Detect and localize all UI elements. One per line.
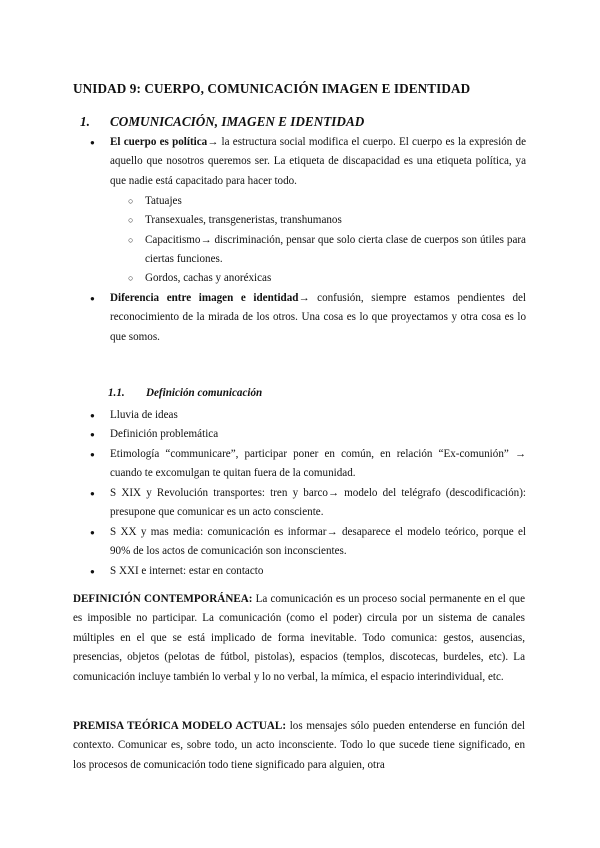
sub-list-item: ○ Tatuajes [128, 192, 526, 211]
bullet-icon: ● [90, 138, 95, 147]
list-item: ● S XIX y Revolución transportes: tren y barco→ modelo del telégrafo (descodificación): presupone que comunicar es un acto consciente. [90, 484, 526, 523]
bullet-icon: ● [90, 528, 95, 537]
section-heading [80, 114, 364, 130]
bullet-icon: ● [90, 489, 95, 498]
circle-bullet-icon: ○ [128, 235, 134, 245]
list-item-text: El cuerpo es política→ la estructura social modifica el cuerpo. El cuerpo es la expresión de aquello que nosotros queremos ser. La etiqueta de discapacidad es una etiqueta política, ya que nadie está capacitado para hacer todo. [110, 136, 526, 187]
circle-bullet-icon: ○ [128, 273, 134, 283]
premise-paragraph: PREMISA TEÓRICA MODELO ACTUAL: los mensajes sólo pueden entenderse en función del contexto. Comunicar es, sobre todo, un acto inconsciente. Todo lo que sucede tiene significado, en los procesos de comunicación todo tiene significado para alguien, otra [73, 720, 525, 771]
bullet-icon: ● [90, 567, 95, 576]
circle-bullet-icon: ○ [128, 215, 134, 225]
bullet-icon: ● [90, 294, 95, 303]
page-title: UNIDAD 9: CUERPO, COMUNICACIÓN IMAGEN E IDENTIDAD [73, 81, 471, 96]
section-title: COMUNICACIÓN, IMAGEN E IDENTIDAD [110, 114, 365, 129]
arrow-icon: → [207, 136, 219, 148]
list-item [90, 133, 526, 191]
list-item: ● Etimología “communicare”, participar poner en común, en relación “Ex-comunión” → cuando te excomulgan te quitan fuera de la comunidad. [90, 445, 526, 484]
circle-bullet-icon: ○ [128, 196, 134, 206]
sub-list-item: ○ Capacitismo→ discriminación, pensar que solo cierta clase de cuerpos son útiles para ciertas funciones. [128, 231, 526, 270]
definition-lead: DEFINICIÓN CONTEMPORÁNEA: [73, 593, 253, 605]
list-item: ● S XX y mas media: comunicación es informar→ desaparece el modelo teórico, porque el 90% de los actos de comunicación son inconscientes. [90, 523, 526, 562]
list-item: ● Definición problemática [90, 425, 526, 444]
bullet-icon: ● [90, 411, 95, 420]
list-item-text: Diferencia entre imagen e identidad→ confusión, siempre estamos pendientes del reconocimiento de la mirada de los otros. Una cosa es lo que proyectamos y otra cosa es lo que somos. [110, 292, 526, 343]
sub-list-item: ○ Gordos, cachas y anoréxicas [128, 269, 526, 288]
list-item-lead: El cuerpo es política [110, 136, 208, 148]
subsection-number: 1.1. [108, 387, 125, 399]
arrow-icon: → [298, 292, 310, 304]
premise-lead: PREMISA TEÓRICA MODELO ACTUAL: [73, 720, 287, 732]
sub-list-item: ○ Transexuales, transgeneristas, transhumanos [128, 211, 526, 230]
bullet-icon: ● [90, 430, 95, 439]
definition-paragraph: DEFINICIÓN CONTEMPORÁNEA: La comunicación es un proceso social permanente en el que es imposible no participar. La comunicación (como el poder) circula por un sistema de canales múltiples en el que se está implicado de forma inevitable. Todo comunica: gestos, ausencias, presencias, objetos (pelotas de fútbol, pistolas), espacios (templos, discotecas, burdeles, etc). La comunicación incluye también lo verbal y lo no verbal, la mímica, el espacio interindividual, etc. [73, 593, 526, 683]
subsection-heading [108, 387, 262, 399]
bullet-icon: ● [90, 450, 95, 459]
list-item [90, 289, 526, 347]
list-item: ● Lluvia de ideas [90, 406, 526, 425]
list-item: ● S XXI e internet: estar en contacto [90, 562, 526, 581]
section-number: 1. [80, 114, 90, 129]
subsection-title: Definición comunicación [146, 387, 263, 399]
list-item-lead: Diferencia entre imagen e identidad [110, 292, 299, 304]
